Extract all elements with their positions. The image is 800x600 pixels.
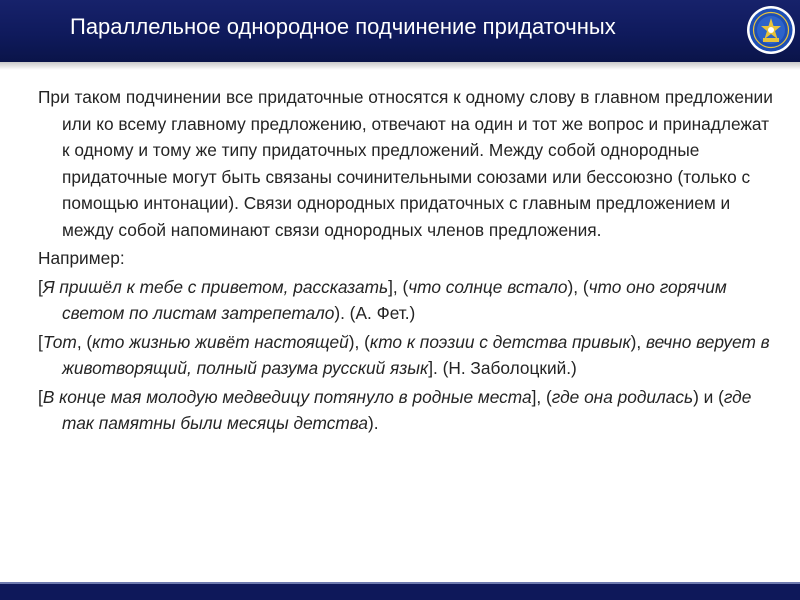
- example-punctuation: ], (: [388, 276, 409, 297]
- example-punctuation: ) и (: [693, 386, 724, 407]
- university-emblem-icon: [746, 5, 796, 55]
- slide-title: Параллельное однородное подчинение придаточных: [70, 14, 616, 39]
- example-clause: Тот: [42, 331, 77, 352]
- intro-paragraph: При таком подчинении все придаточные относятся к одному слову в главном предложении или ко всему главному предложению, отвечают на один и тот же вопрос и принадлежат к одному и тому же типу придаточных предложений. Между собой однородные придаточные могут быть связаны сочинительными союзами или бессоюзно (только с помощью интонации). Связи однородных придаточных с главным предложением и между собой напоминают связи однородных членов предложения.: [38, 87, 773, 240]
- example-clause: где так памятны были месяцы детства: [62, 386, 752, 433]
- example-punctuation: ).: [367, 413, 379, 433]
- example-2: [38, 329, 778, 382]
- example-3: [38, 384, 778, 437]
- example-punctuation: [: [38, 386, 43, 407]
- example-punctuation: [: [38, 331, 43, 352]
- slide-content: [38, 84, 778, 439]
- example-clause: В конце мая молодую медведицу потянуло в родные места: [42, 386, 532, 407]
- slide-header: [0, 0, 800, 62]
- example-punctuation: ), (: [567, 276, 589, 297]
- example-clause: вечно верует в животворящий, полный разума русский язык: [62, 331, 770, 378]
- example-punctuation: ]. (Н. Заболоцкий.): [428, 358, 577, 378]
- example-punctuation: ], (: [531, 386, 552, 407]
- example-clause: Я пришёл к тебе с приветом, рассказать: [42, 276, 389, 297]
- example-clause: что оно горячим светом по листам затрепетало: [62, 276, 727, 323]
- example-punctuation: ), (: [348, 331, 370, 352]
- example-clause: кто жизнью живёт настоящей: [92, 331, 349, 352]
- header-shadow: [0, 62, 800, 70]
- example-punctuation: [: [38, 276, 43, 297]
- example-clause: что солнце встало: [408, 276, 568, 297]
- example-punctuation: , (: [76, 331, 93, 352]
- example-clause: кто к поэзии с детства привык: [369, 331, 631, 352]
- example-label: Например:: [38, 248, 125, 268]
- example-clause: где она родилась: [551, 386, 694, 407]
- example-1: [38, 274, 778, 327]
- footer-bar: [0, 584, 800, 600]
- example-punctuation: ),: [630, 331, 646, 352]
- example-punctuation: ). (А. Фет.): [334, 303, 416, 323]
